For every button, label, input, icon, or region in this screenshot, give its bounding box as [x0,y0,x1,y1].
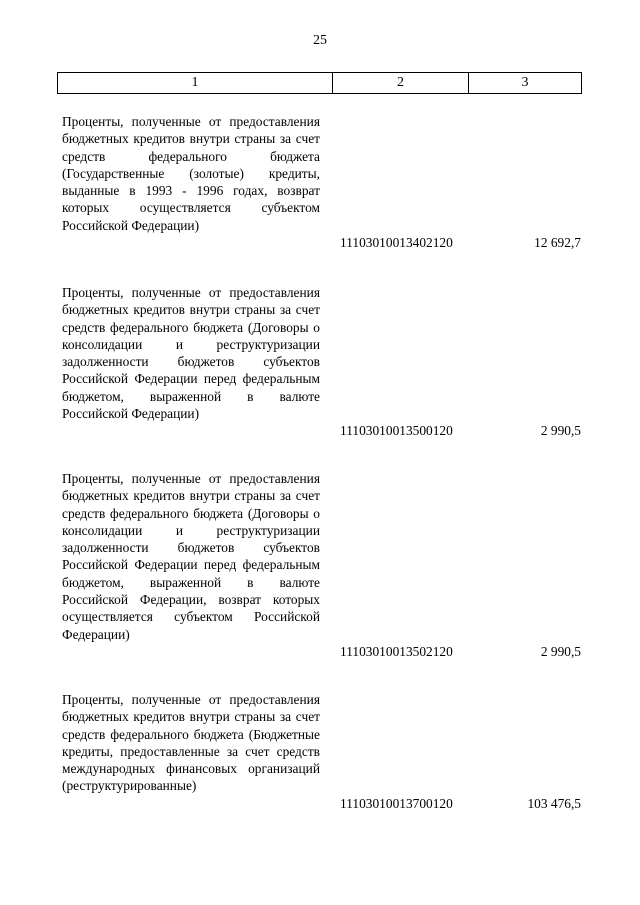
row-description: Проценты, полученные от предоставления бюджетных кредитов внутри страны за счет средств федерального бюджета (Государственные (золотые) кредиты, выданные в 1993 - 1996 годах, возврат которых осуществляется субъектом Российской Федерации) [62,114,320,233]
row-description: Проценты, полученные от предоставления бюджетных кредитов внутри страны за счет средств федерального бюджета (Договоры о консолидации и реструктуризации задолженности бюджетов субъектов Российской Федерации перед федеральным бюджетом, выраженной в валюте Российской Федерации) [62,285,320,422]
row-code: 11103010013700120 [340,796,453,811]
header-col-3: 3 [521,75,529,90]
row-code: 11103010013502120 [340,644,453,659]
header-col-1: 1 [58,73,333,93]
row-code: 11103010013402120 [340,235,453,250]
row-code: 11103010013500120 [340,423,453,438]
page-number: 25 [313,33,327,48]
row-amount: 2 990,5 [540,423,581,438]
header-col-2: 2 [333,73,469,93]
row-description: Проценты, полученные от предоставления бюджетных кредитов внутри страны за счет средств федерального бюджета (Договоры о консолидации и реструктуризации задолженности бюджетов субъектов Российской Федерации перед федеральным бюджетом, выраженной в валюте Российской Федерации, возврат которых осуществляется субъектом Российской Федерации) [62,471,320,642]
row-amount: 103 476,5 [527,796,581,811]
row-description: Проценты, полученные от предоставления бюджетных кредитов внутри страны за счет средств федерального бюджета (Бюджетные кредиты, предоставленные за счет средств международных финансовых организаций (реструктурированные) [62,692,320,794]
row-amount: 12 692,7 [534,235,581,250]
row-amount: 2 990,5 [540,644,581,659]
table-header [57,72,582,94]
